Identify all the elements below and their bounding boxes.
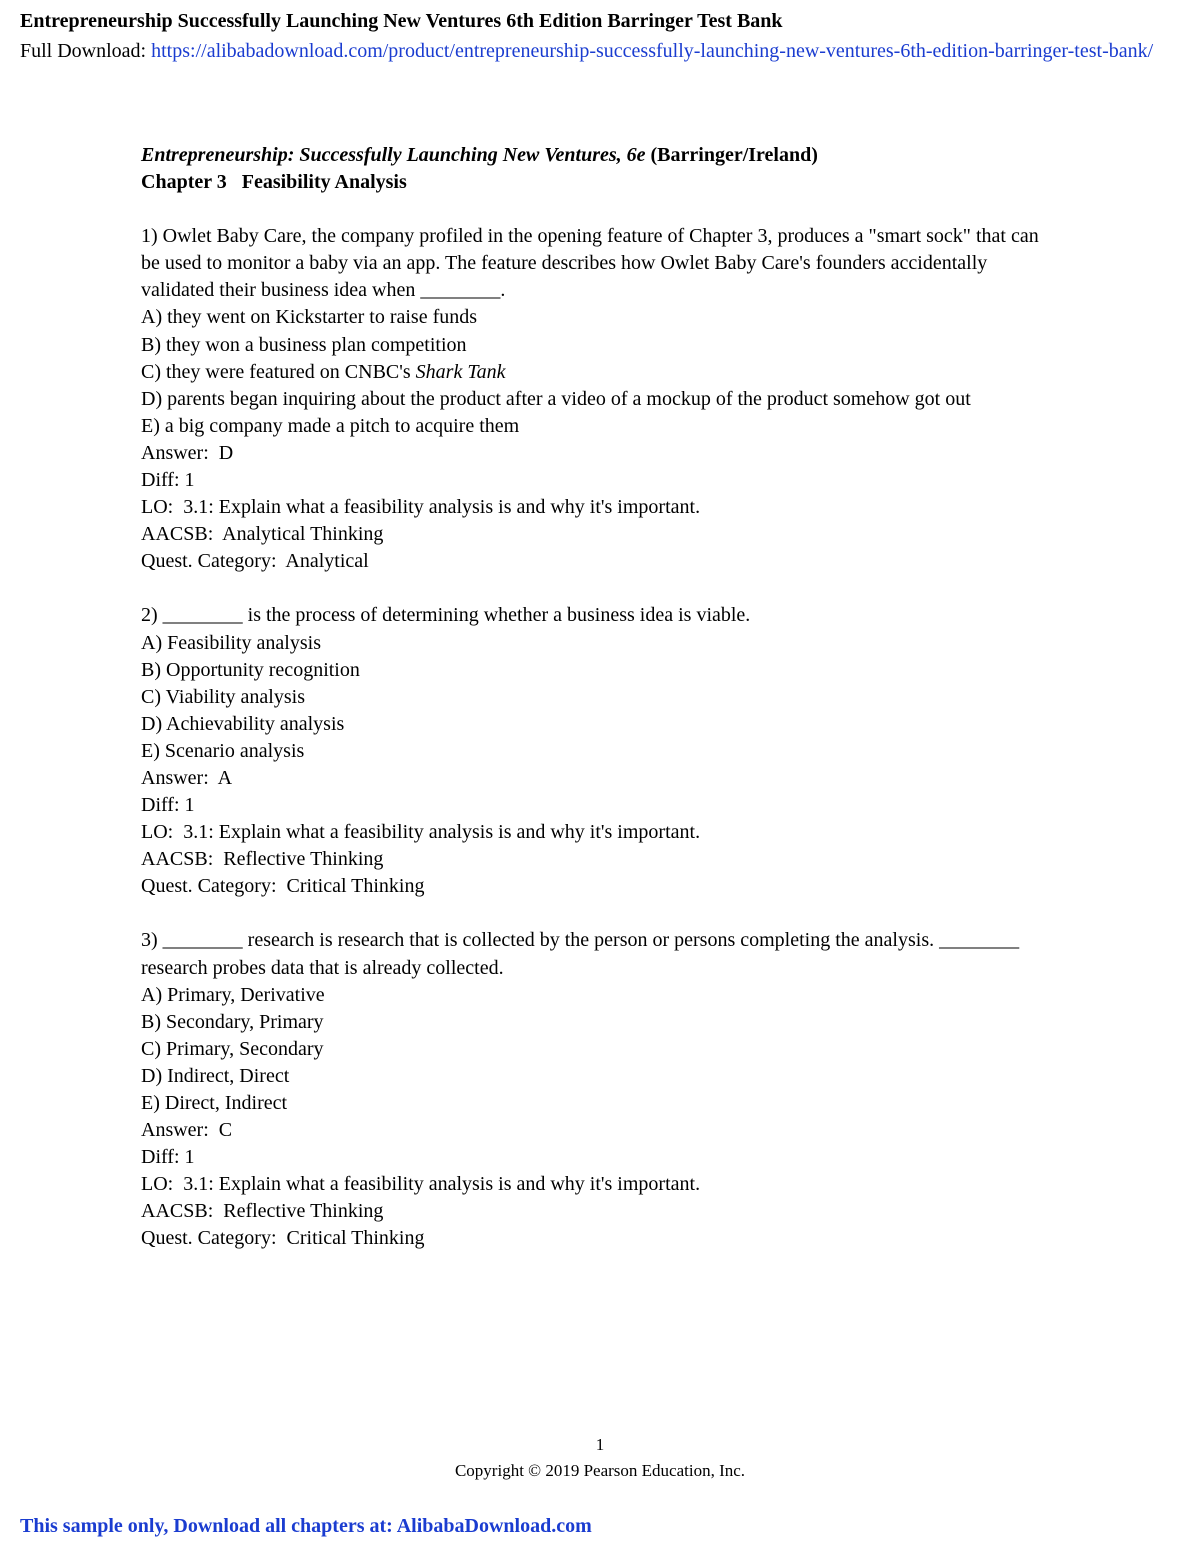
question-category: Quest. Category: Critical Thinking: [141, 1227, 425, 1250]
option-b: B) Opportunity recognition: [141, 658, 360, 681]
option-d: D) Indirect, Direct: [141, 1064, 290, 1087]
question-stem: 2) ________ is the process of determining whether a business idea is viable.: [141, 604, 751, 627]
option-a: A) Primary, Derivative: [141, 983, 325, 1006]
option-c: [141, 359, 1061, 386]
question-category: Quest. Category: Critical Thinking: [141, 875, 425, 898]
difficulty: Diff: 1: [141, 469, 195, 492]
download-url-link[interactable]: https://alibabadownload.com/product/entrepreneurship-successfully-launching-new-ventures-6th-edition-barringer-test-bank/: [151, 40, 1154, 62]
option-c-italic: Shark Tank: [415, 360, 506, 383]
option-c-text: C) they were featured on CNBC's: [141, 360, 416, 383]
banner-title: Entrepreneurship Successfully Launching New Ventures 6th Edition Barringer Test Bank: [20, 10, 783, 32]
question-1: [141, 223, 1061, 575]
answer: Answer: C: [141, 1119, 233, 1142]
option-b: B) Secondary, Primary: [141, 1010, 324, 1033]
book-title: Entrepreneurship: Successfully Launching New Ventures, 6e: [141, 144, 646, 166]
learning-objective: LO: 3.1: Explain what a feasibility analysis is and why it's important.: [141, 496, 701, 519]
question-3: [141, 927, 1061, 1252]
aacsb: AACSB: Analytical Thinking: [141, 523, 384, 546]
option-b: B) they won a business plan competition: [141, 333, 467, 356]
option-e: E) Scenario analysis: [141, 739, 305, 762]
option-d: D) Achievability analysis: [141, 712, 345, 735]
learning-objective: LO: 3.1: Explain what a feasibility analysis is and why it's important.: [141, 821, 701, 844]
question-category: Quest. Category: Analytical: [141, 550, 369, 573]
answer: Answer: A: [141, 766, 233, 789]
option-c: C) Primary, Secondary: [141, 1037, 324, 1060]
question-stem: 1) Owlet Baby Care, the company profiled in the opening feature of Chapter 3, produces a "smart sock" that can be used to monitor a baby via an app. The feature describes how Owlet Baby Care's founders accidentally validated their business idea when ________.: [141, 225, 1039, 302]
book-authors: (Barringer/Ireland): [645, 144, 818, 166]
difficulty: Diff: 1: [141, 1146, 195, 1169]
test-bank-document: [141, 142, 1061, 1253]
page-number: 1: [595, 1435, 605, 1454]
option-c: C) Viability analysis: [141, 685, 305, 708]
option-e: E) Direct, Indirect: [141, 1092, 288, 1114]
option-a: A) Feasibility analysis: [141, 631, 321, 654]
option-a: A) they went on Kickstarter to raise funds: [141, 306, 478, 329]
download-all-chapters-link[interactable]: This sample only, Download all chapters at: AlibabaDownload.com: [20, 1515, 592, 1537]
aacsb: AACSB: Reflective Thinking: [141, 1200, 384, 1223]
difficulty: Diff: 1: [141, 794, 195, 817]
question-stem: 3) ________ research is research that is collected by the person or persons completing the analysis. ________ research probes data that is already collected.: [141, 929, 1020, 979]
download-label: Full Download:: [20, 40, 152, 62]
aacsb: AACSB: Reflective Thinking: [141, 848, 384, 871]
book-header: [141, 142, 1061, 169]
option-d: D) parents began inquiring about the product after a video of a mockup of the product somehow got out: [141, 387, 971, 410]
copyright-notice: Copyright © 2019 Pearson Education, Inc.: [454, 1461, 746, 1480]
answer: Answer: D: [141, 441, 234, 464]
learning-objective: LO: 3.1: Explain what a feasibility analysis is and why it's important.: [141, 1173, 701, 1196]
banner-download-line: [20, 40, 1153, 63]
option-e: E) a big company made a pitch to acquire them: [141, 414, 520, 437]
chapter-title: Chapter 3 Feasibility Analysis: [141, 171, 407, 194]
question-2: [141, 602, 1061, 900]
